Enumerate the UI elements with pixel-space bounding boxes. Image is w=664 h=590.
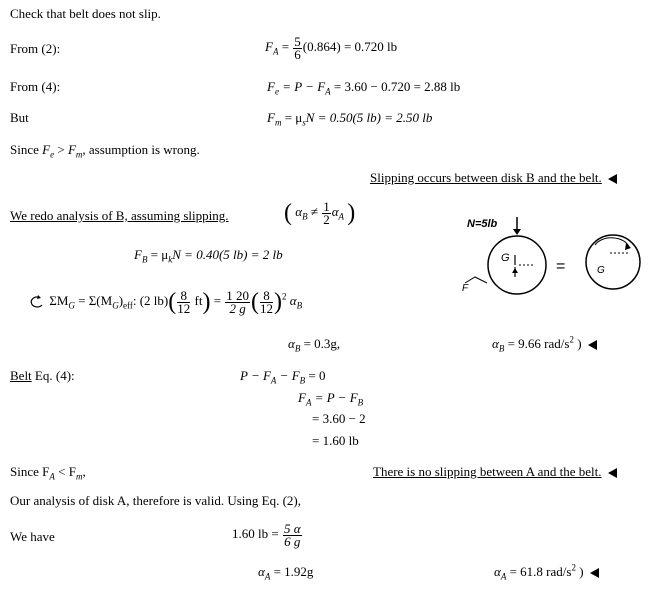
rotation-arrow-icon bbox=[28, 295, 46, 309]
disk-b-circle bbox=[488, 236, 546, 294]
since2-text: Since $F_A < F_m$, bbox=[10, 464, 86, 482]
result-marker-icon bbox=[588, 340, 597, 350]
belt-eq1: $P - F_A - F_B = 0$ bbox=[240, 368, 326, 386]
disk-figure bbox=[445, 205, 650, 310]
disk-b-kinetic-circle bbox=[586, 235, 640, 289]
no-slip-result: There is no slipping between A and the belt. bbox=[373, 464, 617, 480]
slip-result: Slipping occurs between disk B and the belt. bbox=[370, 170, 617, 186]
redo-text: We redo analysis of B, assuming slipping. bbox=[10, 208, 229, 223]
alpha-b-result: $\alpha_B = 0.3g$, bbox=[288, 336, 341, 354]
from4-label: From (4): bbox=[10, 79, 61, 94]
belt-label: Belt Eq. (4): bbox=[10, 368, 75, 383]
fa-equation: $F_A$ = $\frac{5}{6}$ (0.864) = 0.720 lb bbox=[265, 33, 398, 62]
moment-equation: $\Sigma M_G = \Sigma(M_G)_{eff}$: (2 lb)( $\frac{8}{12}$ ft) = $\frac{1 20}{2 g}$ ( $\frac{8}{12}$ )$^2$ $\alpha_B$ bbox=[28, 285, 302, 317]
result-marker-icon bbox=[608, 468, 617, 478]
belt-eq3: = 3.60 − 2 bbox=[312, 411, 366, 426]
center-g-label: G bbox=[501, 252, 510, 264]
but-label: But bbox=[10, 110, 29, 125]
alpha-b-value: $\alpha_B = 9.66$ rad/$s^2$ ) bbox=[492, 336, 597, 352]
alpha-a-result: $\alpha_A = 1.92g$ bbox=[258, 564, 314, 582]
check-text: Check that belt does not slip. bbox=[10, 6, 161, 21]
free-body-diagram bbox=[445, 205, 650, 310]
fm-equation: $F_m = \mu_sN = 0.50(5$ lb) = 2.50 lb bbox=[267, 110, 433, 128]
analysis-valid-text: Our analysis of disk A, therefore is valid. Using Eq. (2), bbox=[10, 493, 302, 508]
belt-eq4: = 1.60 lb bbox=[312, 433, 359, 448]
from2-label: From (2): bbox=[10, 41, 61, 56]
normal-force-label: N=5lb bbox=[467, 218, 498, 230]
result-marker-icon bbox=[590, 568, 599, 578]
friction-label: F bbox=[462, 283, 469, 294]
fb-equation: $F_B = \mu_kN = 0.40(5$ lb) = 2 lb bbox=[134, 247, 283, 265]
alpha-a-value: $\alpha_A = 61.8$ rad/$s^2$ ) bbox=[494, 564, 599, 580]
we-have-equation: 1.60 lb = $\frac{5 \alpha}{6 g}$ bbox=[232, 520, 301, 549]
fe-equation: $F_e = P - F_A = 3.60 - 0.720 = 2.88$ lb bbox=[267, 79, 461, 97]
center-g2-label: G bbox=[597, 265, 605, 276]
result-marker-icon bbox=[608, 174, 617, 184]
since-text: Since $F_e > F_m$, assumption is wrong. bbox=[10, 142, 200, 160]
belt-eq2: $F_A = P - F_B$ bbox=[298, 390, 364, 408]
equals-sign: = bbox=[556, 258, 566, 275]
alpha-condition: ( $\alpha_B$ ≠ $\frac{1}{2}$ $\alpha_A$ ) bbox=[284, 198, 356, 227]
we-have-label: We have bbox=[10, 529, 55, 544]
